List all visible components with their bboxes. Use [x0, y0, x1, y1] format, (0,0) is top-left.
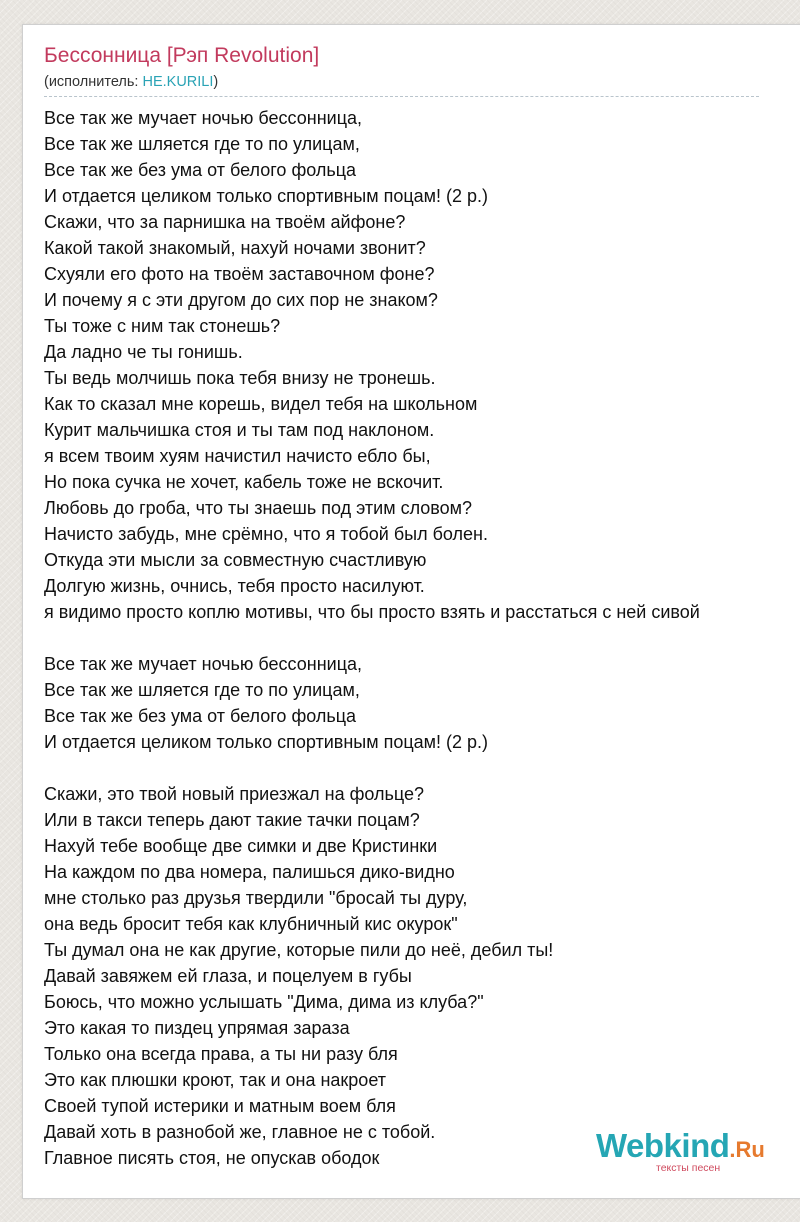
- lyric-line: Своей тупой истерики и матным воем бля: [44, 1096, 396, 1116]
- lyric-line: Боюсь, что можно услышать "Дима, дима из клуба?": [44, 992, 484, 1012]
- lyric-line: Скажи, что за парнишка на твоём айфоне?: [44, 212, 406, 232]
- webkind-logo[interactable]: [596, 1128, 786, 1174]
- lyric-line: Какой такой знакомый, нахуй ночами звонит?: [44, 238, 426, 258]
- lyric-line: я всем твоим хуям начистил начисто ебло бы,: [44, 446, 431, 466]
- lyric-line: Курит мальчишка стоя и ты там под наклоном.: [44, 420, 435, 440]
- logo-main-text: Webkind: [596, 1127, 730, 1164]
- lyric-line: Да ладно че ты гонишь.: [44, 342, 243, 362]
- lyric-line: Скажи, это твой новый приезжал на фольце?: [44, 784, 425, 804]
- lyrics-card: [22, 24, 800, 1199]
- lyric-line: Но пока сучка не хочет, кабель тоже не вскочит.: [44, 472, 444, 492]
- stanza-break: [44, 625, 800, 651]
- lyric-line: Давай хоть в разнобой же, главное не с тобой.: [44, 1122, 436, 1142]
- lyric-line: Нахуй тебе вообще две симки и две Кристинки: [44, 836, 438, 856]
- lyric-line: Это как плюшки кроют, так и она накроет: [44, 1070, 386, 1090]
- lyric-line: Только она всегда права, а ты ни разу бля: [44, 1044, 398, 1064]
- lyric-line: И почему я с эти другом до сих пор не знаком?: [44, 290, 438, 310]
- lyric-line: Главное писять стоя, не опускав ободок: [44, 1148, 380, 1168]
- lyric-line: Откуда эти мысли за совместную счастливую: [44, 550, 427, 570]
- lyric-line: Ты тоже с ним так стонешь?: [44, 316, 281, 336]
- lyric-line: Как то сказал мне корешь, видел тебя на школьном: [44, 394, 478, 414]
- lyric-line: Это какая то пиздец упрямая зараза: [44, 1018, 350, 1038]
- lyric-line: Все так же шляется где то по улицам,: [44, 680, 360, 700]
- lyric-line: я видимо просто коплю мотивы, что бы просто взять и расстаться с ней сивой: [44, 602, 700, 622]
- lyric-line: Схуяли его фото на твоём заставочном фоне?: [44, 264, 435, 284]
- artist-line: [44, 73, 218, 91]
- logo-tagline: тексты песен: [656, 1162, 721, 1174]
- lyric-line: На каждом по два номера, палишься дико-видно: [44, 862, 455, 882]
- artist-prefix: (исполнитель:: [44, 74, 143, 90]
- lyric-line: Все так же шляется где то по улицам,: [44, 134, 360, 154]
- lyric-line: Или в такси теперь дают такие тачки поцам?: [44, 810, 420, 830]
- lyric-line: она ведь бросит тебя как клубничный кис окурок": [44, 914, 458, 934]
- lyric-line: Все так же без ума от белого фольца: [44, 160, 357, 180]
- lyric-line: И отдается целиком только спортивным поцам! (2 р.): [44, 186, 489, 206]
- lyric-line: Все так же мучает ночью бессонница,: [44, 108, 363, 128]
- song-title: Бессонница [Рэп Revolution]: [44, 44, 320, 67]
- lyric-line: Начисто забудь, мне срёмно, что я тобой был болен.: [44, 524, 488, 544]
- artist-suffix: ): [213, 74, 219, 90]
- logo-tld: .Ru: [729, 1137, 765, 1162]
- lyric-line: Долгую жизнь, очнись, тебя просто насилуют.: [44, 576, 425, 596]
- lyric-line: Все так же без ума от белого фольца: [44, 706, 357, 726]
- lyric-line: Ты ведь молчишь пока тебя внизу не тронешь.: [44, 368, 436, 388]
- lyric-line: мне столько раз друзья твердили "бросай ты дуру,: [44, 888, 468, 908]
- lyric-line: Давай завяжем ей глаза, и поцелуем в губы: [44, 966, 412, 986]
- title-divider: [44, 96, 759, 97]
- stanza-break: [44, 755, 800, 781]
- lyrics-body: [44, 105, 800, 1171]
- artist-link[interactable]: НЕ.KURILI: [142, 74, 214, 90]
- lyric-line: Любовь до гроба, что ты знаешь под этим словом?: [44, 498, 473, 518]
- lyric-line: И отдается целиком только спортивным поцам! (2 р.): [44, 732, 489, 752]
- lyric-line: Все так же мучает ночью бессонница,: [44, 654, 363, 674]
- lyric-line: Ты думал она не как другие, которые пили до неё, дебил ты!: [44, 940, 554, 960]
